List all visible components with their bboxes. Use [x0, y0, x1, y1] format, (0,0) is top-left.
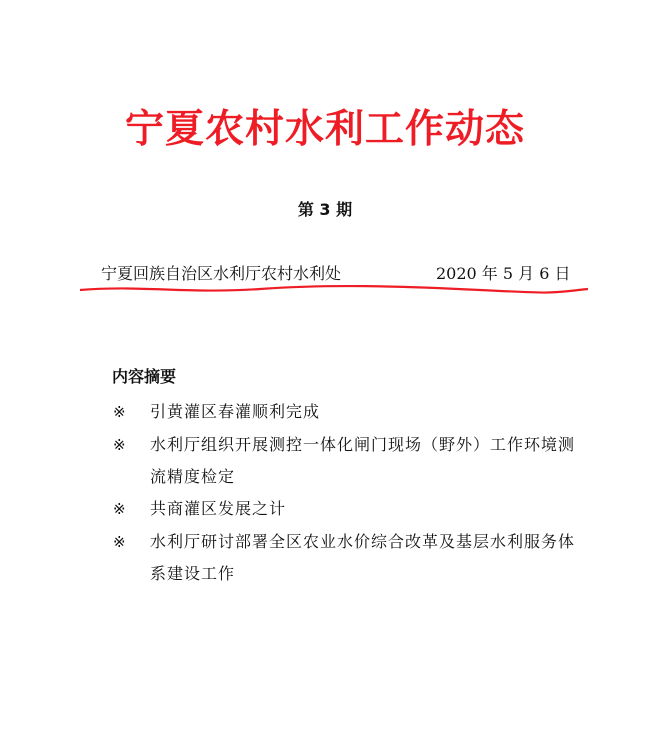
issue-number: 第 3 期 [297, 200, 353, 219]
reference-mark-icon: ※ [113, 436, 126, 454]
summary-item-text: 水利厅研讨部署全区农业水价综合改革及基层水利服务体系建设工作 [150, 532, 576, 583]
publish-date: 2020 年 5 月 6 日 [436, 264, 571, 283]
masthead-title: 宁夏农村水利工作动态 [124, 107, 525, 152]
publisher-name: 宁夏回族自治区水利厅农村水利处 [101, 264, 342, 283]
summary-item-text: 共商灌区发展之计 [150, 499, 287, 518]
reference-mark-icon: ※ [113, 403, 126, 421]
reference-mark-icon: ※ [113, 533, 126, 551]
summary-item-text: 引黄灌区春灌顺利完成 [150, 402, 321, 421]
summary-heading: 内容摘要 [112, 367, 177, 386]
reference-mark-icon: ※ [113, 500, 126, 518]
summary-item-text: 水利厅组织开展测控一体化闸门现场（野外）工作环境测流精度检定 [150, 435, 576, 486]
